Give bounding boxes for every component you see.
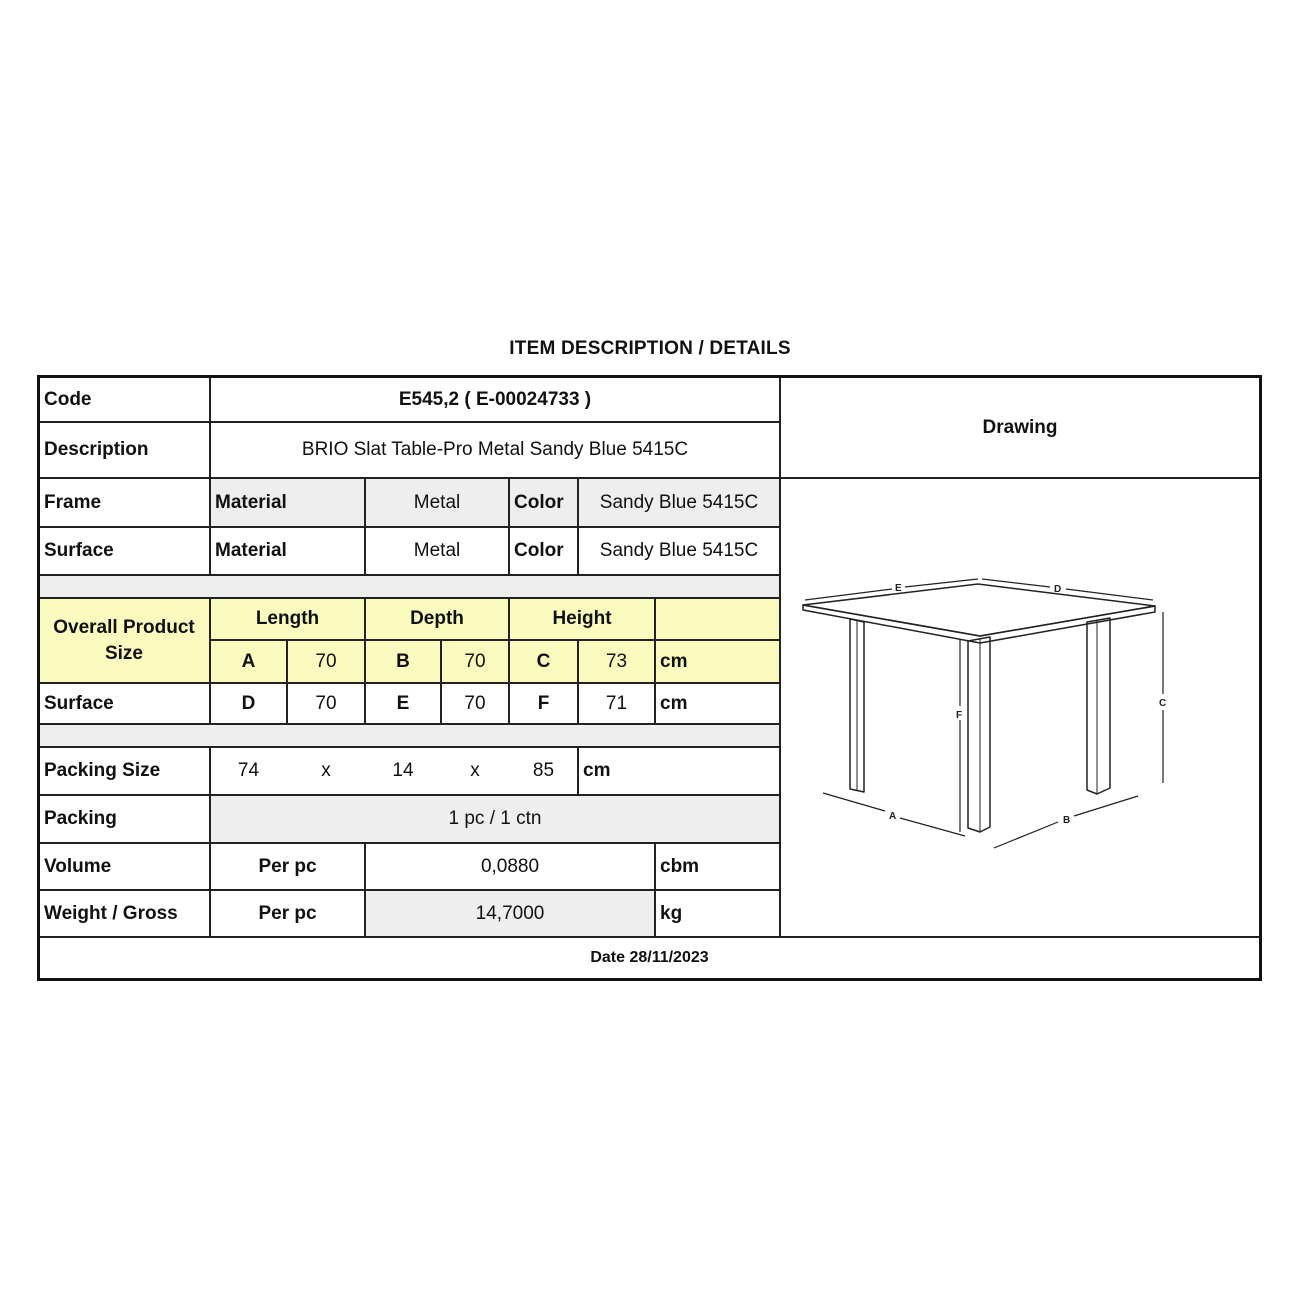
- packing-height: 85: [532, 760, 555, 781]
- surface-material-value: Metal: [413, 540, 461, 561]
- frame-label: Frame: [44, 491, 102, 513]
- tabletop: [803, 584, 1155, 636]
- dim-a-value: 70: [315, 650, 337, 672]
- length-header: Length: [255, 608, 320, 629]
- leg-front: [968, 637, 990, 832]
- drawing-letter-b: B: [1063, 815, 1071, 826]
- overall-unit: cm: [660, 650, 688, 672]
- packing-x-1: x: [321, 760, 331, 781]
- weight-value: 14,7000: [475, 902, 545, 924]
- page-title: ITEM DESCRIPTION / DETAILS: [509, 338, 791, 359]
- packing-value: 1 pc / 1 ctn: [448, 808, 542, 829]
- packing-size-unit: cm: [583, 760, 611, 781]
- surface-label: Surface: [44, 540, 114, 561]
- code-value: E545,2 ( E-00024733 ): [398, 388, 592, 410]
- overall-size-label-line1: Overall Product: [53, 616, 195, 638]
- dim-d-label: D: [241, 692, 256, 714]
- weight-label: Weight / Gross: [44, 902, 178, 924]
- drawing-letter-a: A: [889, 811, 897, 822]
- tabletop-edge: [803, 605, 1155, 643]
- packing-x-2: x: [470, 760, 480, 781]
- dim-c-label: C: [536, 650, 551, 672]
- drawing-letter-d: D: [1054, 584, 1062, 595]
- frame-color-value: Sandy Blue 5415C: [599, 491, 759, 513]
- surface-color-value: Sandy Blue 5415C: [599, 540, 759, 561]
- surface-material-label: Material: [215, 540, 287, 561]
- surface-size-label: Surface: [44, 692, 114, 714]
- spacer-row-1: [40, 576, 780, 597]
- drawing-letter-c: C: [1159, 698, 1167, 709]
- depth-header: Depth: [410, 608, 464, 629]
- leg-right: [1087, 618, 1110, 794]
- volume-unit: cbm: [660, 855, 700, 877]
- dim-f-label: F: [537, 692, 550, 714]
- code-label: Code: [44, 388, 92, 410]
- packing-size-label: Packing Size: [44, 760, 161, 781]
- date-footer: Date 28/11/2023: [590, 949, 709, 966]
- weight-unit: kg: [660, 902, 683, 924]
- dim-e-label: E: [396, 692, 410, 714]
- overall-size-label: [40, 599, 208, 682]
- drawing-letter-e: E: [895, 583, 902, 594]
- row-divider: [40, 574, 780, 576]
- surface-color-label: Color: [514, 540, 564, 561]
- row-divider: [40, 723, 780, 725]
- drawing-label: Drawing: [982, 416, 1058, 438]
- frame-color-label: Color: [514, 491, 564, 513]
- dim-a-label: A: [241, 650, 256, 672]
- dim-e-value: 70: [464, 692, 486, 714]
- dim-b-value: 70: [464, 650, 486, 672]
- table-drawing: [781, 479, 1259, 936]
- description-label: Description: [44, 439, 149, 460]
- frame-material-label: Material: [215, 491, 287, 513]
- volume-value: 0,0880: [480, 855, 540, 877]
- frame-material-value: Metal: [413, 491, 461, 513]
- volume-label: Volume: [44, 855, 112, 877]
- description-value: BRIO Slat Table-Pro Metal Sandy Blue 5415C: [301, 439, 689, 460]
- dim-d-value: 70: [315, 692, 337, 714]
- packing-width: 14: [392, 760, 414, 781]
- dim-c-value: 73: [605, 650, 628, 672]
- drawing-letter-f: F: [956, 710, 963, 721]
- height-header: Height: [552, 608, 612, 629]
- volume-per: Per pc: [258, 855, 317, 877]
- packing-label: Packing: [44, 808, 117, 829]
- surface-size-unit: cm: [660, 692, 688, 714]
- dim-f-value: 71: [605, 692, 628, 714]
- overall-size-label-line2: Size: [104, 642, 144, 664]
- packing-length: 74: [237, 760, 260, 781]
- weight-per: Per pc: [258, 902, 317, 924]
- dim-b-label: B: [396, 650, 410, 672]
- spacer-row-2: [40, 725, 780, 746]
